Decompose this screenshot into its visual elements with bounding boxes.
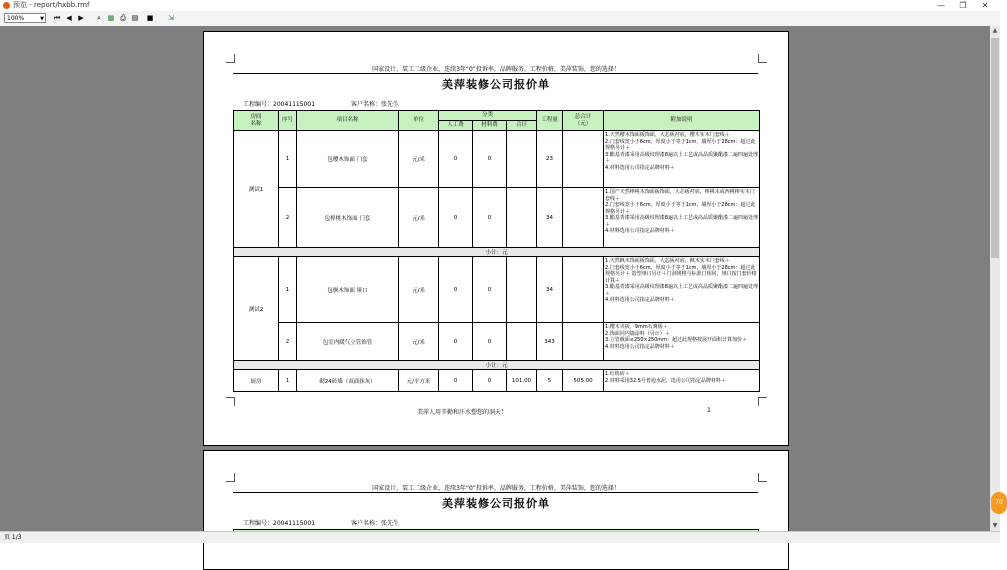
- row-item: 包榉桃木饰面 门套: [297, 188, 399, 248]
- crop-mark: [226, 473, 235, 482]
- report-slogan: 国家设计、装工二级企业，连续3年“0”投诉率，品牌服务，工程价格，美萍装饰，您的选择！: [372, 485, 620, 492]
- exit-icon[interactable]: ⇲: [168, 14, 174, 22]
- table-row: [234, 323, 760, 361]
- row-seq: 2: [279, 188, 297, 248]
- row-labor: 0: [439, 257, 473, 323]
- zoom-select[interactable]: [4, 13, 46, 23]
- header-material: 材料费: [473, 121, 507, 131]
- row-total: [507, 323, 537, 361]
- row-total: [507, 257, 537, 323]
- header-note: 附加说明: [604, 111, 760, 131]
- row-seq: 2: [279, 323, 297, 361]
- report-title: 美萍装修公司报价单: [442, 78, 550, 91]
- row-material: 0: [473, 370, 507, 392]
- row-note: 1.天然樱木饰面板饰面，大芯板衬底，樱木实木门套线＋ 2.门套线宽小于6cm，厚度小于等于1cm，墙厚小于28cm：超过此规格另计＋ 3.酯基青漆采用高级纹理漆8遍以上工艺或高品质聚酯漆二遍四遍处理＋ 4.材料选用公司指定品牌材料＋: [604, 131, 760, 188]
- close-button[interactable]: ✕: [981, 1, 989, 10]
- vertical-scrollbar[interactable]: [990, 26, 1000, 531]
- row-note: 1.国产天然榉桃木饰面板饰面，大芯板衬底，榉桃木或西桃榉实木门套线＋ 2.门套线宽小于6cm，厚度小于等于1cm，墙厚小于28cm：超过此规格另计＋ 3.酯基青漆采用高级纹理漆8遍以上工艺或高品质聚酯漆二遍四遍处理＋ 4.材料选用公司指定品牌材料＋: [604, 188, 760, 248]
- table-row: [234, 257, 760, 323]
- row-seq: 1: [279, 131, 297, 188]
- row-material: 0: [473, 323, 507, 361]
- window-title: 预览 - report/hxbb.rmf: [13, 1, 90, 9]
- minimize-button[interactable]: —: [937, 1, 945, 10]
- header-labor: 人工费: [439, 121, 473, 131]
- scroll-down-icon[interactable]: ▼: [992, 522, 998, 529]
- maximize-button[interactable]: ❐: [959, 1, 967, 10]
- row-unit: 元/米: [399, 257, 439, 323]
- print-icon[interactable]: ⎙: [120, 14, 126, 22]
- row-sum: [563, 257, 604, 323]
- divider: [233, 492, 758, 493]
- room-name: 测试2: [234, 257, 279, 361]
- next-page-icon[interactable]: ▶: [78, 14, 84, 22]
- project-number: 工程编号：20041115001: [243, 520, 316, 527]
- row-qty: 34: [537, 257, 563, 323]
- header-total: 合计: [507, 121, 537, 131]
- subtotal-row: 小计：元: [234, 361, 760, 370]
- row-material: 0: [473, 257, 507, 323]
- row-qty: 34: [537, 188, 563, 248]
- row-sum: [563, 131, 604, 188]
- status-bar: [0, 531, 1000, 543]
- row-note: 1.天然枫木饰面板饰面，大芯板衬底，枫木实木门套线＋ 2.门套线宽小于6cm，厚度小于等于1cm，墙厚小于28cm：超过此规格另计＋ 造型垭口另计＋门洞规格与标准门相同，垭口按门套价格计算＋ 3.酯基青漆采用高级纹理漆8遍以上工艺或高品质聚酯漆二遍四遍处理＋ 4.材料选用公司指定品牌材料＋: [604, 257, 760, 323]
- report-title: 美萍装修公司报价单: [442, 497, 550, 510]
- row-labor: 0: [439, 323, 473, 361]
- row-unit: 元/米: [399, 131, 439, 188]
- prev-page-icon[interactable]: ◀: [66, 14, 72, 22]
- subtotal-row: 小计：元: [234, 248, 760, 257]
- header-qty: 工程量: [537, 111, 563, 131]
- row-sum: [563, 188, 604, 248]
- header-item: 项目名称: [297, 111, 399, 131]
- page-indicator: 页 1/3: [4, 534, 22, 541]
- row-qty: 343: [537, 323, 563, 361]
- fullscreen-icon[interactable]: ■: [146, 14, 154, 22]
- row-unit: 元/平方米: [399, 370, 439, 392]
- excel-export-icon[interactable]: ▦: [107, 14, 115, 22]
- crop-mark: [758, 397, 767, 406]
- row-item: 砌24砖墙（双面抹灰）: [297, 370, 399, 392]
- row-labor: 0: [439, 370, 473, 392]
- row-labor: 0: [439, 131, 473, 188]
- first-page-icon[interactable]: ⏮: [53, 14, 61, 22]
- zoom-value: 100%: [7, 15, 25, 22]
- row-unit: 元/米: [399, 323, 439, 361]
- toolbar: [0, 11, 1000, 27]
- row-item: 包樱木饰面 门套: [297, 131, 399, 188]
- title-bar: [0, 0, 1000, 11]
- client-name: 客户名称：张先生: [351, 101, 400, 108]
- row-sum: 505.00: [563, 370, 604, 392]
- report-page: [203, 450, 789, 570]
- row-note: 1.樱木夹板，9mm石膏板＋ 2.饰面同内墙涂料（另计）＋ 3.立管截面≤250×250mm：超过此规格按展开面积计算加价＋ 4.材料选用公司指定品牌材料＋: [604, 323, 760, 361]
- quote-table: [233, 110, 760, 392]
- row-total: 101.00: [507, 370, 537, 392]
- row-seq: 1: [279, 370, 297, 392]
- crop-mark: [758, 54, 767, 63]
- header-room: 房间 名称: [234, 111, 279, 131]
- row-total: [507, 188, 537, 248]
- row-item: 包枫木饰面 垭口: [297, 257, 399, 323]
- row-material: 0: [473, 131, 507, 188]
- table-row: [234, 131, 760, 188]
- header-category: 分类: [439, 111, 537, 121]
- row-note: 1.红机砖＋ 2.材料采用32.5号普通水泥，选用公司指定品牌材料＋: [604, 370, 760, 392]
- scrollbar-thumb[interactable]: [991, 38, 999, 258]
- zoom-icon[interactable]: ⌕: [97, 14, 101, 22]
- row-item: 包室内暖气立管饰管: [297, 323, 399, 361]
- report-slogan: 国家设计、装工二级企业，连续3年“0”投诉率，品牌服务，工程价格，美萍装饰，您的选择！: [372, 66, 620, 73]
- table-row: [234, 188, 760, 248]
- header-unit: 单位: [399, 111, 439, 131]
- room-name: 厨房: [234, 370, 279, 392]
- row-labor: 0: [439, 188, 473, 248]
- client-name: 客户名称：张先生: [351, 520, 400, 527]
- header-seq: 序号: [279, 111, 297, 131]
- crop-mark: [226, 397, 235, 406]
- row-total: [507, 131, 537, 188]
- page-setup-icon[interactable]: ▤: [131, 14, 139, 22]
- report-footer: 美萍人用辛勤和汗水塑您的洞天！: [417, 409, 508, 416]
- row-material: 0: [473, 188, 507, 248]
- row-seq: 1: [279, 257, 297, 323]
- chevron-down-icon: ▼: [40, 16, 44, 22]
- row-sum: [563, 323, 604, 361]
- header-sum: 总合计 （元）: [563, 111, 604, 131]
- report-page: [203, 31, 789, 446]
- room-name: 测试1: [234, 131, 279, 248]
- crop-mark: [226, 54, 235, 63]
- table-row: [234, 370, 760, 392]
- floating-badge[interactable]: 70: [991, 492, 1007, 514]
- preview-area[interactable]: [0, 26, 990, 531]
- project-number: 工程编号：20041115001: [243, 101, 316, 108]
- scroll-up-icon[interactable]: ▲: [992, 27, 998, 34]
- row-unit: 元/米: [399, 188, 439, 248]
- page-number: 1: [707, 407, 711, 414]
- row-qty: 23: [537, 131, 563, 188]
- row-qty: 5: [537, 370, 563, 392]
- divider: [233, 73, 758, 74]
- crop-mark: [758, 473, 767, 482]
- app-icon: [3, 2, 10, 9]
